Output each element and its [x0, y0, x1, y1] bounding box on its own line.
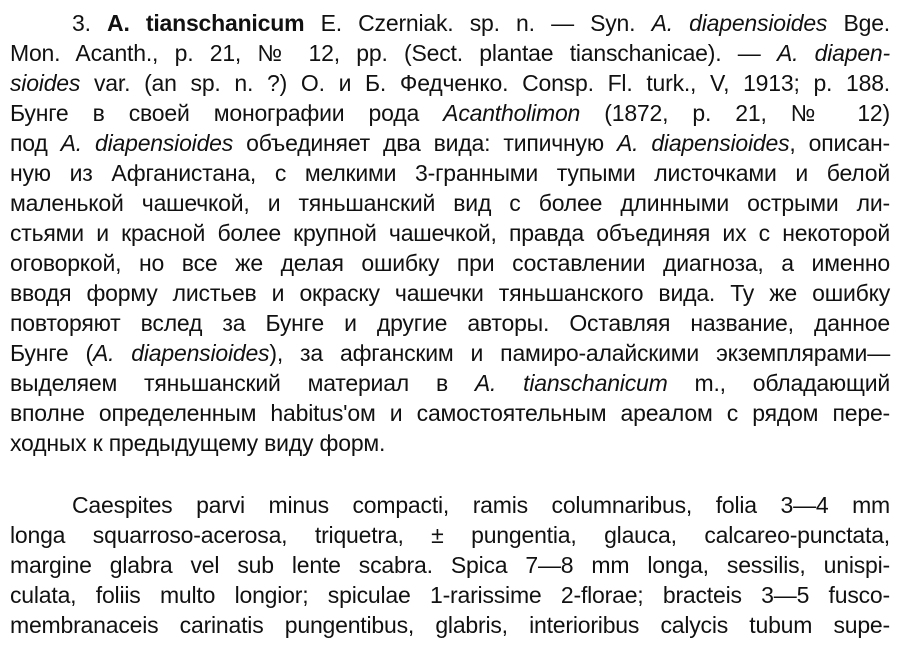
species-name: A. tianschanicum	[107, 10, 305, 36]
taxon-name: A. diapensioides	[60, 130, 234, 156]
text-run: ную из Афганистана, с мелкими 3-гранными тупыми листочками и белой	[10, 160, 890, 186]
taxon-name: Acantholimon	[443, 100, 581, 126]
text-run: E. Czerniak. sp. n. — Syn.	[304, 10, 652, 36]
text-line	[10, 428, 890, 458]
text-line	[10, 550, 890, 580]
text-line	[10, 188, 890, 218]
taxon-name: A. diapensioides	[651, 10, 828, 36]
text-run: Бунге в своей монографии рода	[10, 100, 444, 126]
text-run: membranaceis carinatis pungentibus, glabris, interioribus calycis tubum supe-	[10, 612, 890, 638]
text-run: Caespites parvi minus compacti, ramis columnaribus, folia 3—4 mm	[72, 492, 890, 518]
taxon-name: A. diapen-	[776, 40, 890, 66]
text-run: Mon. Acanth., p. 21, № 12, pp. (Sect. plantae tianschanicae). —	[10, 40, 777, 66]
text-run: объединяет два вида: типичную	[233, 130, 617, 156]
text-line	[72, 490, 890, 520]
text-run: Бунге (	[10, 340, 93, 366]
text-line	[10, 338, 890, 368]
text-line	[10, 158, 890, 188]
text-run: повторяют вслед за Бунге и другие авторы. Оставляя название, данное	[10, 310, 890, 336]
text-run: margine glabra vel sub lente scabra. Spica 7—8 mm longa, sessilis, unispi-	[10, 552, 890, 578]
text-line	[10, 368, 890, 398]
text-line	[10, 128, 890, 158]
text-run: , описан-	[789, 130, 890, 156]
text-line	[10, 278, 890, 308]
text-line	[10, 520, 890, 550]
text-run: вводя форму листьев и окраску чашечки тяньшанского вида. Ту же ошибку	[10, 280, 890, 306]
text-run: стьями и красной более крупной чашечкой, правда объединяя их с некоторой	[10, 220, 890, 246]
text-line	[10, 38, 890, 68]
text-run: под	[10, 130, 61, 156]
text-run: маленькой чашечкой, и тяньшанский вид с более длинными острыми ли-	[10, 190, 890, 216]
text-run: longa squarroso-acerosa, triquetra, ± pungentia, glauca, calcareo-punctata,	[10, 522, 890, 548]
text-line	[10, 248, 890, 278]
text-run: оговоркой, но все же делая ошибку при составлении диагноза, а именно	[10, 250, 890, 276]
text-run: ), за афганским и памиро-алайскими экземплярами—	[269, 340, 890, 366]
text-line	[10, 218, 890, 248]
taxon-name: A. diapensioides	[92, 340, 270, 366]
text-run: (1872, p. 21, № 12)	[580, 100, 890, 126]
text-line	[10, 308, 890, 338]
text-run: вполне определенным habitus'ом и самостоятельным ареалом с рядом пере-	[10, 400, 890, 426]
taxon-name: sioides	[10, 70, 81, 96]
text-line	[72, 8, 890, 38]
text-line	[10, 610, 890, 640]
text-line	[10, 68, 890, 98]
text-run: ходных к предыдущему виду форм.	[10, 430, 386, 456]
text-run: m., обладающий	[667, 370, 890, 396]
taxon-name: A. diapensioides	[616, 130, 790, 156]
text-run: выделяем тяньшанский материал в	[10, 370, 475, 396]
species-number: 3.	[72, 10, 108, 36]
text-line	[10, 580, 890, 610]
text-run: var. (an sp. n. ?) О. и Б. Федченко. Consp. Fl. turk., V, 1913; p. 188.	[80, 70, 890, 96]
taxon-name: A. tianschanicum	[474, 370, 668, 396]
text-run: culata, foliis multo longior; spiculae 1-rarissime 2-florae; bracteis 3—5 fusco-	[10, 582, 890, 608]
text-run: Bge.	[827, 10, 890, 36]
text-line	[10, 98, 890, 128]
text-line	[10, 398, 890, 428]
